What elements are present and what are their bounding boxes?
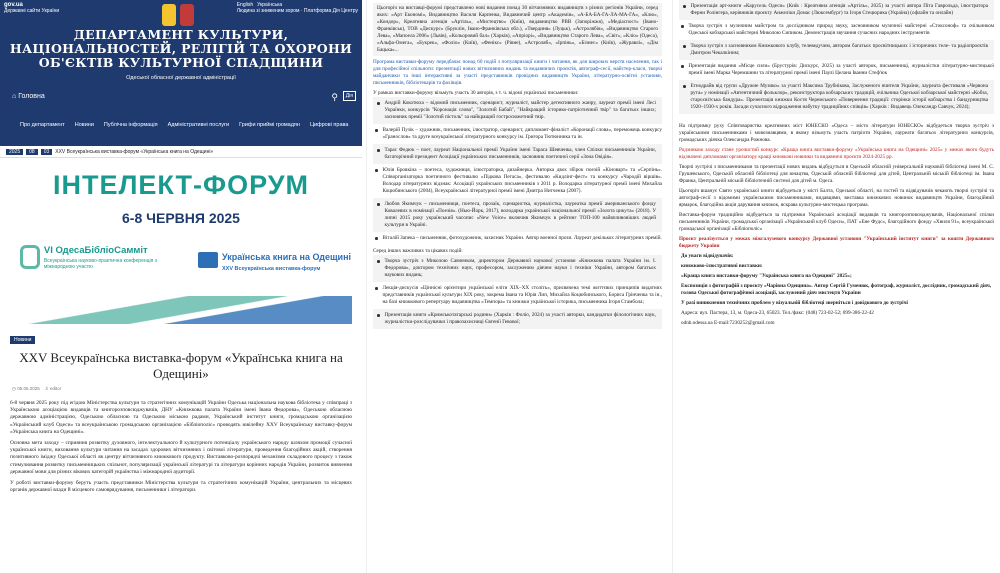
nav-digital-rights[interactable]: Цифрові права [309,122,349,128]
visitors-heading: До уваги відвідувачів: [681,253,734,259]
author-item: Тарас Федюк – поет, лауреат Національної премії України імені Тараса Шевченка, член Спілки письменників України, багаторічний президент Асоціації українських письменників, засновник поетичної серії «Зона Овідія». [373,144,662,164]
article-author: editor [50,386,62,391]
book-forum-logo [198,252,351,272]
book-forum-title: Українська книга на Одещині [222,252,352,262]
main-nav [0,118,362,132]
summit-title: VI ОдесаБібліоСамміт [43,245,148,256]
event-item: Творча зустріч з Миколою Савченком, директором Державної наукової установи «Книжкова палата України ім. І. Федорова», доктором технічних наук, професором, заслуженим діячем науки і техніки України, автором багатьох наукових видань; [373,255,662,282]
search-icon[interactable]: ⚲ [331,92,338,102]
summit-logo [20,245,170,270]
event-item: Презентація видання «Місце сили» (Брустурів: Дискурс, 2025) за участі авторок, письменниці, журналістки літературно-мистецької премії імені Марка Черемшини та літературної премії імені Паулі Целана Іванни Стеф'юк [673,60,1000,80]
meetings-paragraph: Творчі зустрічі з письменниками та презентації нових видань відбудуться в Одеській обласній універсальній науковій бібліотеці імені М. С. Грушевського, Одеській обласній бібліотеці для юнацтва, Одеській обласній бібліотеці для дітей, Центральній міській бібліотеці ім. Івана Франка, Центральній міській бібліотечній системі для дітей м. Одеса. [679,164,994,184]
category-tag[interactable]: Новини [10,336,35,344]
author-item: Юлія Бровкіна – поетеса, художниця, ілюстраторка, дизайнерка. Авторка двох збірок поезій «Кіноварт» та «Серпінь». Співорганізаторка поетичного фестивалю «Підкова Пегаса», фестивалю «Кидлінг-фест» та конкурсу «Чародій віршів». Володар літературних відзнак: Асоціації українських письменників з 2011 р. Володарка літературної премії імені Михайла Коцюбинського (2004), Всеукраїнської літературної премії імені Дмитра Нитченка (2007). [367,164,668,198]
department-title: ДЕПАРТАМЕНТ КУЛЬТУРИ, НАЦІОНАЛЬНОСТЕЙ, РЕЛІГІЙ ТА ОХОРОНИ ОБ'ЄКТІВ КУЛЬТУРНОЇ СПАДЩИНИ [9,27,353,70]
odesa-crest-icon [180,4,194,26]
lang-en[interactable]: English [236,2,254,8]
left-column [0,0,362,573]
contacts-heading: У разі виникнення технічних проблем у візуальній бібліотеці зверніться і довідкового до зустрічі [681,300,908,306]
nav-admin-services[interactable]: Адміністративні послуги [167,122,230,128]
project-paragraph: Проєкт реалізується у межах міжгалузевого конкурсу Державної установи "Український інститут книги" за кошти Державного бюджету України [679,236,994,249]
site-header [0,0,362,146]
article-p1: 6-8 червня 2025 року під егідою Міністерства культури та стратегічних комунікацій України Одеська національна наукова бібліотека у співпраці з Українською асоціацією видавців та книгорозповсюджувачів, ДНУ «Книжкова палата України імені Івана Федорова», Одеською обласною державною адміністрацією, Одеською обласною та Одеською міською радами, Український інститут книги, громадською організацією «Український клуб Одеси» та всеукраїнською громадською організацією «Бібліополіс» проводять ювілейну XXV Всеукраїнську виставку-форум «Українська книга на Одещині». [10,400,352,435]
summit-subtitle: Всеукраїнська науково-практична конференція з міжнародною участю [43,258,157,270]
authors-intro: У рамках виставки-форуму візьмуть участь 30 авторів, з т. ч. відомі українські письменники: [373,90,579,96]
banner-dates: 6-8 ЧЕРВНЯ 2025 [122,210,240,226]
crumb-month[interactable]: 08 [26,149,38,155]
award-heading: книжково-ілюстративні виставки: [681,263,763,269]
article-title: XXV Всеукраїнська виставка-форум «Українська книга на Одещині» [19,350,343,381]
author-item: Любов Якимчук – письменниця, поетеса, прозаїк, сценаристка, журналістка, лауреатка премії американського фонду Ковалевих в номінації «Поезія». (Нью-Йорк, 2017), володарка української національної премії «Золота цикута» (2018). У липні 2015 року український часопис «New Voice» включив Якимчук в рейтинг ТОП-100 найвпливовіших людей культури в Україні. [373,198,662,232]
award-subheading: «Краща книга виставки-форуму "Українська книга на Одещині" 2025»; [681,273,852,279]
article-p3: У роботі виставки-форуму беруть участь представники Міністерства культури та стратегічних комунікацій України, центральних та місцевих органів державної влади й місцевого самоврядування, письменники і літератори. [10,480,352,494]
gov-sub[interactable]: Державні сайти України [4,8,60,14]
support-paragraph: Виставка-форум традиційно відбудеться за підтримки Української асоціації видавців та книгорозповсюджувачів, Національної спілки письменників України, громадської організації «Український клуб Одеси», ПАТ «Ене Фудс», благодійного фонду «Хвиля 91», всеукраїнської громадської організації «Бібліополіс» [679,212,994,232]
event-item: Творча зустріч з засновником Книжкового клубу, телеведучим, автором багатьох просвітницьких і історичних теле- та радіопроєктів Дмитром Чекалкіним; [679,40,994,60]
department-subtitle: Одеської обласної державної адміністрації [126,75,236,81]
event-banner [10,170,352,328]
crumb-current: XXV Всеукраїнська виставка-форум «Українська книга на Одещині» [55,148,214,155]
author-item: Віталій Запека – письменник, фотохудожник, захисник України. Автор военної прози. Лауреат декількох літературних премій. [367,232,668,245]
crumb-day[interactable]: 03 [41,149,53,155]
banner-title: ІНТЕЛЕКТ-ФОРУМ [52,170,310,200]
gov-link[interactable]: gov.ua [4,2,23,8]
book-forum-subtitle: XXV Всеукраїнська виставка-форум [222,266,321,272]
diia-button[interactable]: Дія [343,91,356,101]
event-item: Творча зустріч з музичним майстром та дослідником природ звуку, засновником музичної майстерні «Стоксоноф» та очільником Одеської кобзарської майстерні Миколою Сипиком. Демонстрація звучання сучасних народних інструментів [673,20,1000,40]
book-icon [198,252,218,268]
event-item: Етнодрайв від групи «Дружне Музико» за участі Максима Трубнікова, Заслуженого вчителя України, лауреата фестиваля «Червона рута» у номінації «Автентичний фольклор», реконструктора кобзарських традицій, очільника Одеської кобзарської майстерні «Кобза, старосвітська бандура». Презентація книжки Костя Черемського «Повернення традиції: сторінки історії кобзарства і бандурництва 1920–1930-х років. Засади сучасного відродження набутку традиційних співців» (Харків : Видавець Олександр Савчук, 2024); [679,80,994,114]
accessibility-links[interactable]: Людина зі зниженим зором · Платформа Дія Центру [236,8,358,14]
nav-news[interactable]: Новини [74,122,94,128]
home-label: Головна [18,93,45,100]
email-link[interactable]: odnb.odessa.ua E-mail:7230252@gmail.com [681,320,775,326]
author-item: Андрій Кокотюха – відомий письменник, сценарист, журналіст, майстер детективного жанру, лауреат премії імені Лесі Українки, конкурсів "Коронація слова", "Золотий Бабай", "Найкращий історико-патріотичний твір" та багатьох інших; засновник премії "Золотий пістоль" за найкращий гостросюжетний твір. [373,97,662,124]
program-text: Програма виставки-форуму передбачає понад 60 подій з популяризації книги і читання, як для широких верств населення, так і для професійної спільноти: презентації нових вітчизняних видань та видавничих проєктів, автограф-сесії, майстер-класи, творчі майданчики та інші інтерактивні за участі представників провідних видавництв України, літературно-освітні установи, письменників, бібліотекарів та фахівців. [373,59,662,86]
event-item: Презентація книги «Кримськотатарські родини» (Харків : Фоліо, 2024) за участі авторки, кандидатки філологічних наук, журналістки-розслідувачки і правозахисниці Євгенії Гевової; [373,309,662,329]
address: Адреса: вул. Пастера, 13, м. Одеса-23, 65023. Тел./факс: (048) 723-02-52; 099-386-22-42 [681,310,874,316]
balta-paragraph: Цьогоріч вшанує Свято української книги відбудеться у місті Балта, Одеської області, на гостей та відвідувачів чекають творчі зустрічі та автограф-сесії з відомими українськими письменниками, видавцями, виставка книжкових новинок видавництв України, благодійний ярмарок, благодійна акція дарування книжок, яскрава культурно-мистецька програма. [679,188,994,208]
article-p2: Основна мета заходу – сприяння розвитку духовного, інтелектуального й культурного потенціалу українського народу шляхом промоції сучасної української книги, виховання культури читання на засадах здорових вітчизняних і світової літератури, проведення благодійних акцій, створення позитивного іміджу Одеської області як центру вітчизняного книжкового продукту. Виставково-розпорядчі механізми складового процесу з також стимулювання розвитку письменницьких спільнот, популяризації українськії літературі та літератури корінних народів України, розвиток вивчення державної мови для різних вікових категорій українства і міжнародної аудиторії. [10,440,352,475]
right-column [672,0,1000,573]
banner-wave [10,296,352,324]
crumb-year[interactable]: 2025 [6,149,23,155]
breadcrumb [0,146,362,158]
nav-reception[interactable]: Грифи приймі громадян [239,122,300,128]
author-item: Валерій Пузік – художник, письменник, ілюстратор, сценарист, дипломант-фіналіст «Коронації слова», переможець конкурсу «Гранослов» та друге всеукраїнської літературного конкурсу ім. Григора Тютюнника та ін. [367,124,668,144]
middle-column [366,0,668,573]
award-paragraph: Родзинкою заходу стане урочистий конкурс «Краща книга виставки-форуму «Українська книга на Одещині» 2025» у межах якого будуть відзначені дипломами організатору кращі книжкові новинки та видавничі проєкти 2024-2025 рр. [679,147,994,160]
youth-paragraph: На підтримку руху Співтовариства креативних міст ЮНЕСКО «Одеса – місто літератури ЮНЕСКО» відбудеться творча зустріч з українськими письменниками і мовознавцями, в якому візьмуть участь патріоти України, лауреати багатьох літературних конкурсів, громадських діячка Олександра Рожнова. [679,123,994,143]
home-link[interactable]: ⌂ Головна [12,93,45,100]
coat-of-arms [162,4,194,26]
summit-logo-icon [20,245,40,269]
events-intro: Серед інших важливих та цікавих подій: [373,248,463,254]
ukraine-crest-icon [162,4,176,26]
article-date: 05.06.2025 [17,386,40,391]
nav-about[interactable]: Про департамент [20,122,65,128]
nav-public-info[interactable]: Публічна інформація [103,122,158,128]
publishers-intro: Цьогоріч на виставці-форумі представлено нові видання понад 30 вітчизняних видавництв з різних регіонів України, серед яких: «Арт Економі», Видавництво Василя Карпенка, Видавничий центр «Академія», «А-БА-БА-ГА-ЛА-МА-ГА», «Клю», «Кондор», Креативна агенція «Артіль», «Мистецтво» (Київ), видавництво РВВ (Запоріжжя), «Медіаспост» (Івано-Франківськ), ТОВ «Дискурс» (Бруклін, Івано-Франківська обл.), «Твердиня» (Луцьк), «Астролябія», «Видавництво Старого Лева», «Мапоела 2006» (Львів), «Кольоровий бал» (Харків), «Апріорі», «Видавництво Старого Лева», «Світ», «Кліо» (Одеса), «Альфа-Омега», «Букрек», «Фоліо» (Київ), «Фенікс» (Рівне), «Астроляб», «Ірпінь», «Бізнес» (Київ), «Журавлі», «Дім Бацька»... [373,3,662,56]
event-item: Лекція-дискусія «Ціннісні орієнтири української еліти XIX–XX століть», присвячена темі життєвих принципів видатних представників української культури XIX року, зокрема Івана та Юрія Лип, Михайла Коцюбинського, Бориса Грінченка та ін., на базі книжкового репертуару видавництва «Темпора» та книжки української історика, письменника Ігоря Стамбола; [367,282,668,309]
event-item: Презентація арт-книги «Карусель Одеси» (Київ : Креативна агенція «Артіль», 2025) за участі автора Піта Гаврольда, ілюстратора Ферни Ролінгера, керівників проєкту Анжеліки Домас (Люксембург) та Ігоря Стецюрика (Україна) (офлайн та онлайн) [679,0,994,20]
photo-exhibition: Експозиція з фотографій з проєкту «Чарівна Одещина». Автор Сергій Гуменюк, фотограф, журналіст, дослідник, громадський діяч, голова Одеської фотографічної асоціації, заслужений діяч мистецтв України [681,283,992,296]
lang-ua[interactable]: Українська [257,2,283,8]
article-meta: ◷ 05.06.2025 ♙ editor [12,386,62,391]
